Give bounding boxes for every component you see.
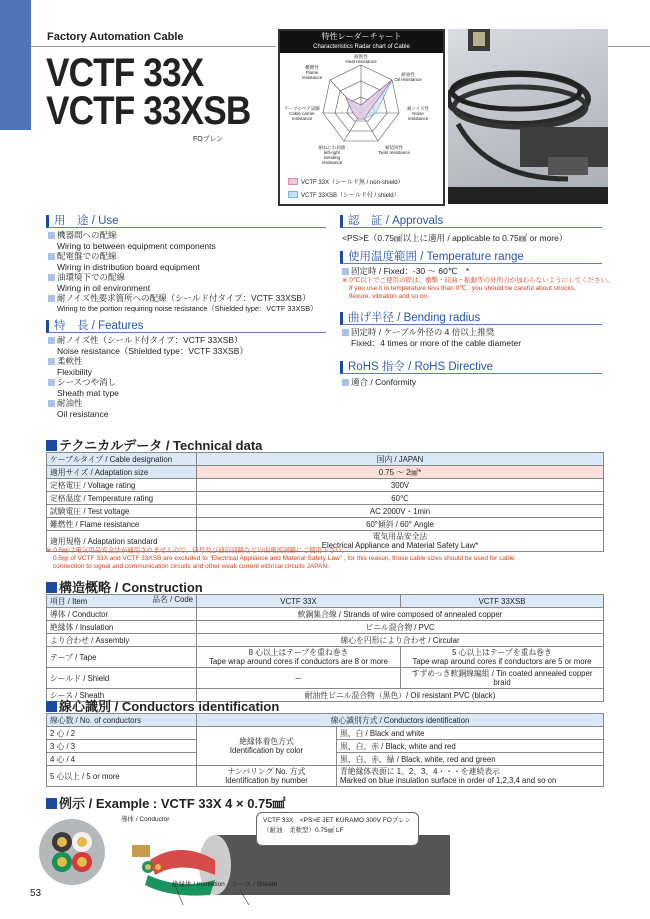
divider	[31, 46, 276, 47]
table-row: 2 心 / 2 絶縁体着色方式 Identification by color 黒、白 / Black and white	[47, 727, 604, 740]
blue-side-tab	[0, 0, 31, 130]
table-row: 5 心以上 / 5 or more ナンバリング No. 方式 Identification by number 青絶縁体表面に 1、2、3、4・・・を連続表示 Marked on blue insulation surface in order of 1,2,3,4 and so on	[47, 766, 604, 787]
radar-header	[280, 31, 443, 53]
svg-text:耐ねじれ屈曲: 耐ねじれ屈曲	[318, 145, 346, 150]
table-row: より合わせ / Assembly 線心を円形により合わせ / Circular	[47, 634, 604, 647]
value-jp: 電気用品安全法	[372, 532, 428, 541]
use-item-en: Wiring to between equipment components	[57, 240, 216, 251]
svg-text:耐油性: 耐油性	[401, 72, 415, 77]
header-item: 項目 / Item	[50, 596, 88, 606]
svg-text:ケーブルベア試験: ケーブルベア試験	[284, 106, 320, 111]
technical-table	[46, 452, 604, 552]
number-id: 青絶縁体表面に 1、2、3、4・・・を連続表示 Marked on blue insulation surface in order of 1,2,3,4 and so on	[337, 766, 604, 787]
table-row: 難燃性 / Flame resistance 60°傾斜 / 60° Angle	[47, 518, 604, 531]
series-label: Factory Automation Cable	[47, 31, 184, 43]
table-row: 適用規格 / Adaptation standard 電気用品安全法 Electrical Appliance and Material Safety Law*	[47, 531, 604, 552]
svg-text:bending: bending	[323, 155, 341, 160]
col-vctf33xsb: VCTF 33XSB	[401, 595, 604, 608]
table-row: シールド / Shield ー すずめっき軟銅線編組 / Tin coated annealed copper braid	[47, 668, 604, 689]
page-title	[46, 51, 251, 133]
tape-33x: 8 心以上はテープを重ね巻き Tape wrap around cores if conductors are 8 or more	[197, 647, 401, 668]
legend-swatch	[288, 191, 298, 198]
table-row: 絶縁体 / Insulation ビニル混合物 / PVC	[47, 621, 604, 634]
svg-text:難燃性: 難燃性	[305, 65, 319, 70]
feature-item-jp: 耐ノイズ性（シールド付タイプ：VCTF 33XSB）	[48, 335, 248, 346]
table-row: 3 心 / 3 黒、白、赤 / Black, white and red	[47, 740, 604, 753]
technical-note: connection to signal and communication circuits and other weak current elctrical circuits JAPAN.	[53, 563, 329, 570]
title-line-2: VCTF 33XSB	[46, 89, 251, 133]
legend-swatch	[288, 178, 298, 185]
feature-item-en: Sheath mat type	[57, 387, 119, 398]
legend-label: VCTF 33XSB（シールド付 / shield）	[301, 193, 400, 199]
radar-chart	[278, 29, 445, 206]
temperature-note-jp: ※ 0℃以下でご使用の際は、衝撃・屈曲・振動等の外的力が加わらないようにしてください。	[342, 276, 614, 284]
use-list	[48, 230, 317, 314]
table-row: 定格温度 / Temperature rating 60℃	[47, 492, 604, 505]
table-row: 試験電圧 / Test voltage AC 2000V・1min	[47, 505, 604, 518]
table-header-row: 線心数 / No. of conductors 線心識別方式 / Conductors identification	[47, 714, 604, 727]
technical-note: ※ 0.5㎟は電気用品安全法が適用されませんので、信号及び通信回路などの弱電流回路にご使用下さい。	[46, 547, 349, 554]
temperature-heading: 使用温度範囲 / Temperature range	[340, 251, 602, 264]
technical-note: 0.5㎟ of VCTF 33X and VCTF 33XSB are excluded to "Electrical Appliance and Material Safety Law" , for this reason, those cable sizes should be used for cable	[53, 555, 515, 562]
table-header-row	[47, 595, 604, 608]
feature-item-jp: シースつや消し	[48, 377, 248, 388]
svg-text:Flame: Flame	[305, 70, 319, 75]
svg-text:resistance: resistance	[291, 116, 313, 121]
temperature-note-en: If you use it in temperature less than 0℃ , you should be careful about shocks,	[349, 284, 576, 292]
construction-table	[46, 594, 604, 702]
value-en: Electrical Appliance and Material Safety Law*	[321, 541, 479, 550]
use-item-jp: 配電盤での配線	[48, 251, 317, 262]
temperature-list	[342, 266, 614, 301]
feature-item-en: Noise resistance（Shielded type：VCTF 33XSB）	[57, 345, 248, 356]
svg-text:Cable carrier: Cable carrier	[289, 111, 315, 116]
svg-text:Heat resistance: Heat resistance	[345, 59, 377, 64]
approvals-heading: 認 証 / Approvals	[340, 215, 602, 228]
tape-33xsb: 5 心以上はテープを重ね巻き Tape wrap around cores if conductors are 5 or more	[401, 647, 604, 668]
technical-heading: テクニカルデータ / Technical data	[46, 435, 262, 454]
svg-text:Noise: Noise	[412, 111, 424, 116]
svg-text:耐熱性: 耐熱性	[354, 54, 368, 59]
svg-text:Oil resistance: Oil resistance	[394, 77, 422, 82]
feature-item-en: Flexibility	[57, 366, 92, 377]
technical-notes	[46, 547, 626, 571]
rohs-heading: RoHS 指令 / RoHS Directive	[340, 361, 602, 374]
number-method: ナンバリング No. 方式 Identification by number	[197, 766, 337, 787]
use-heading: 用 途 / Use	[46, 215, 326, 228]
bending-item-en: Fixed：4 times or more of the cable diameter	[351, 337, 522, 348]
page-number: 53	[30, 888, 42, 899]
conductors-heading: 線心識別 / Conductors identification	[46, 696, 279, 715]
rohs-item: 適合 / Conformity	[342, 377, 416, 388]
legend-item-non-shield	[288, 177, 404, 186]
legend-label: VCTF 33X（シールド無 / non-shield）	[301, 180, 404, 186]
radar-title-en: Characteristics Radar chart of Cable	[313, 44, 410, 50]
radar-plot	[280, 53, 443, 173]
features-heading: 特 長 / Features	[46, 320, 326, 333]
svg-text:resistance: resistance	[321, 160, 343, 165]
example-heading: 例示 / Example : VCTF 33X 4 × 0.75㎟	[46, 793, 286, 812]
product-photo	[448, 29, 608, 204]
table-row: 適用サイズ / Adaptation size 0.75 ～ 2㎟*	[47, 466, 604, 479]
approvals-text: <PS>E（0.75㎟以上に適用 / applicable to 0.75㎟ or more）	[342, 233, 568, 243]
svg-text:resistance: resistance	[301, 75, 323, 80]
legend-item-shield	[288, 190, 400, 199]
rohs-list	[342, 377, 416, 388]
use-item-jp: 油環境下での配線	[48, 272, 317, 283]
use-item-en: Wiring to the portion requiring noise resistance（Shielded type：VCTF 33XSB）	[57, 303, 318, 313]
bending-list	[342, 327, 521, 348]
table-row: 4 心 / 4 黒、白、赤、緑 / Black, white, red and green	[47, 753, 604, 766]
title-line-1: VCTF 33X	[46, 51, 204, 95]
svg-text:耐ノイズ性: 耐ノイズ性	[406, 106, 430, 111]
print-callout	[256, 812, 419, 846]
conductors-table	[46, 713, 604, 787]
print-line-2: （耐油 柔軟型）0.75㎟ LF	[263, 827, 344, 834]
table-row: テープ / Tape 8 心以上はテープを重ね巻き Tape wrap around cores if conductors are 8 or more 5 心以上はテープを重ね巻き Tape wrap around cores if conductors are 5 or more	[47, 647, 604, 668]
svg-text:Twist resistance: Twist resistance	[377, 150, 411, 155]
insulation-label: 絶縁体 / Insulation	[172, 881, 225, 888]
conductor-label: 導体 / Conductor	[121, 816, 170, 823]
table-row: 定格電圧 / Voltage rating 300V	[47, 479, 604, 492]
use-item-en: Wiring in oil environment	[57, 282, 151, 293]
sheath-label: シース / Sheath	[232, 881, 278, 888]
cable-photo-illustration	[448, 29, 608, 204]
use-item-en: Wiring in distribution board equipment	[57, 261, 200, 272]
bending-item-jp: 固定時 / ケーブル外径の 4 倍以上推奨	[342, 327, 521, 338]
svg-text:resistance: resistance	[407, 116, 429, 121]
feature-item-en: Oil resistance	[57, 408, 109, 419]
color-method: 絶縁体着色方式 Identification by color	[197, 727, 337, 766]
bending-heading: 曲げ半径 / Bending radius	[340, 312, 602, 325]
temperature-note-en: flexure, vibration and so on.	[349, 292, 429, 300]
feature-item-jp: 耐油性	[48, 398, 248, 409]
print-line-1: VCTF 33X <PS>E JET KURAMO 300V FOプレン	[263, 817, 411, 824]
table-row: シース / Sheath 耐油性ビニル混合物（黒色）/ Oil resistant PVC (black)	[47, 689, 604, 702]
col-vctf33x: VCTF 33X	[197, 595, 401, 608]
use-item-jp: 耐ノイズ性要求箇所への配線（シールド付タイプ：VCTF 33XSB）	[48, 293, 317, 304]
header-code: 品名 / Code	[152, 595, 193, 604]
svg-text:耐捻回性: 耐捻回性	[385, 145, 403, 150]
features-list	[48, 335, 248, 419]
item-code-header	[47, 595, 197, 608]
table-row: ケーブルタイプ / Cable designation 国内 / JAPAN	[47, 453, 604, 466]
subtitle: FOプレン	[193, 136, 224, 143]
feature-item-jp: 柔軟性	[48, 356, 248, 367]
radar-title-jp: 特性レーダーチャート	[321, 32, 402, 41]
use-item-jp: 機器間への配線	[48, 230, 317, 241]
svg-text:left-right: left-right	[323, 150, 341, 155]
table-row: 導体 / Conductor 軟銅集合線 / Strands of wire composed of annealed copper	[47, 608, 604, 621]
construction-heading: 構造概略 / Construction	[46, 577, 203, 596]
temperature-item: 固定時 / Fixed：-30 ～ 60℃ *	[342, 266, 614, 277]
